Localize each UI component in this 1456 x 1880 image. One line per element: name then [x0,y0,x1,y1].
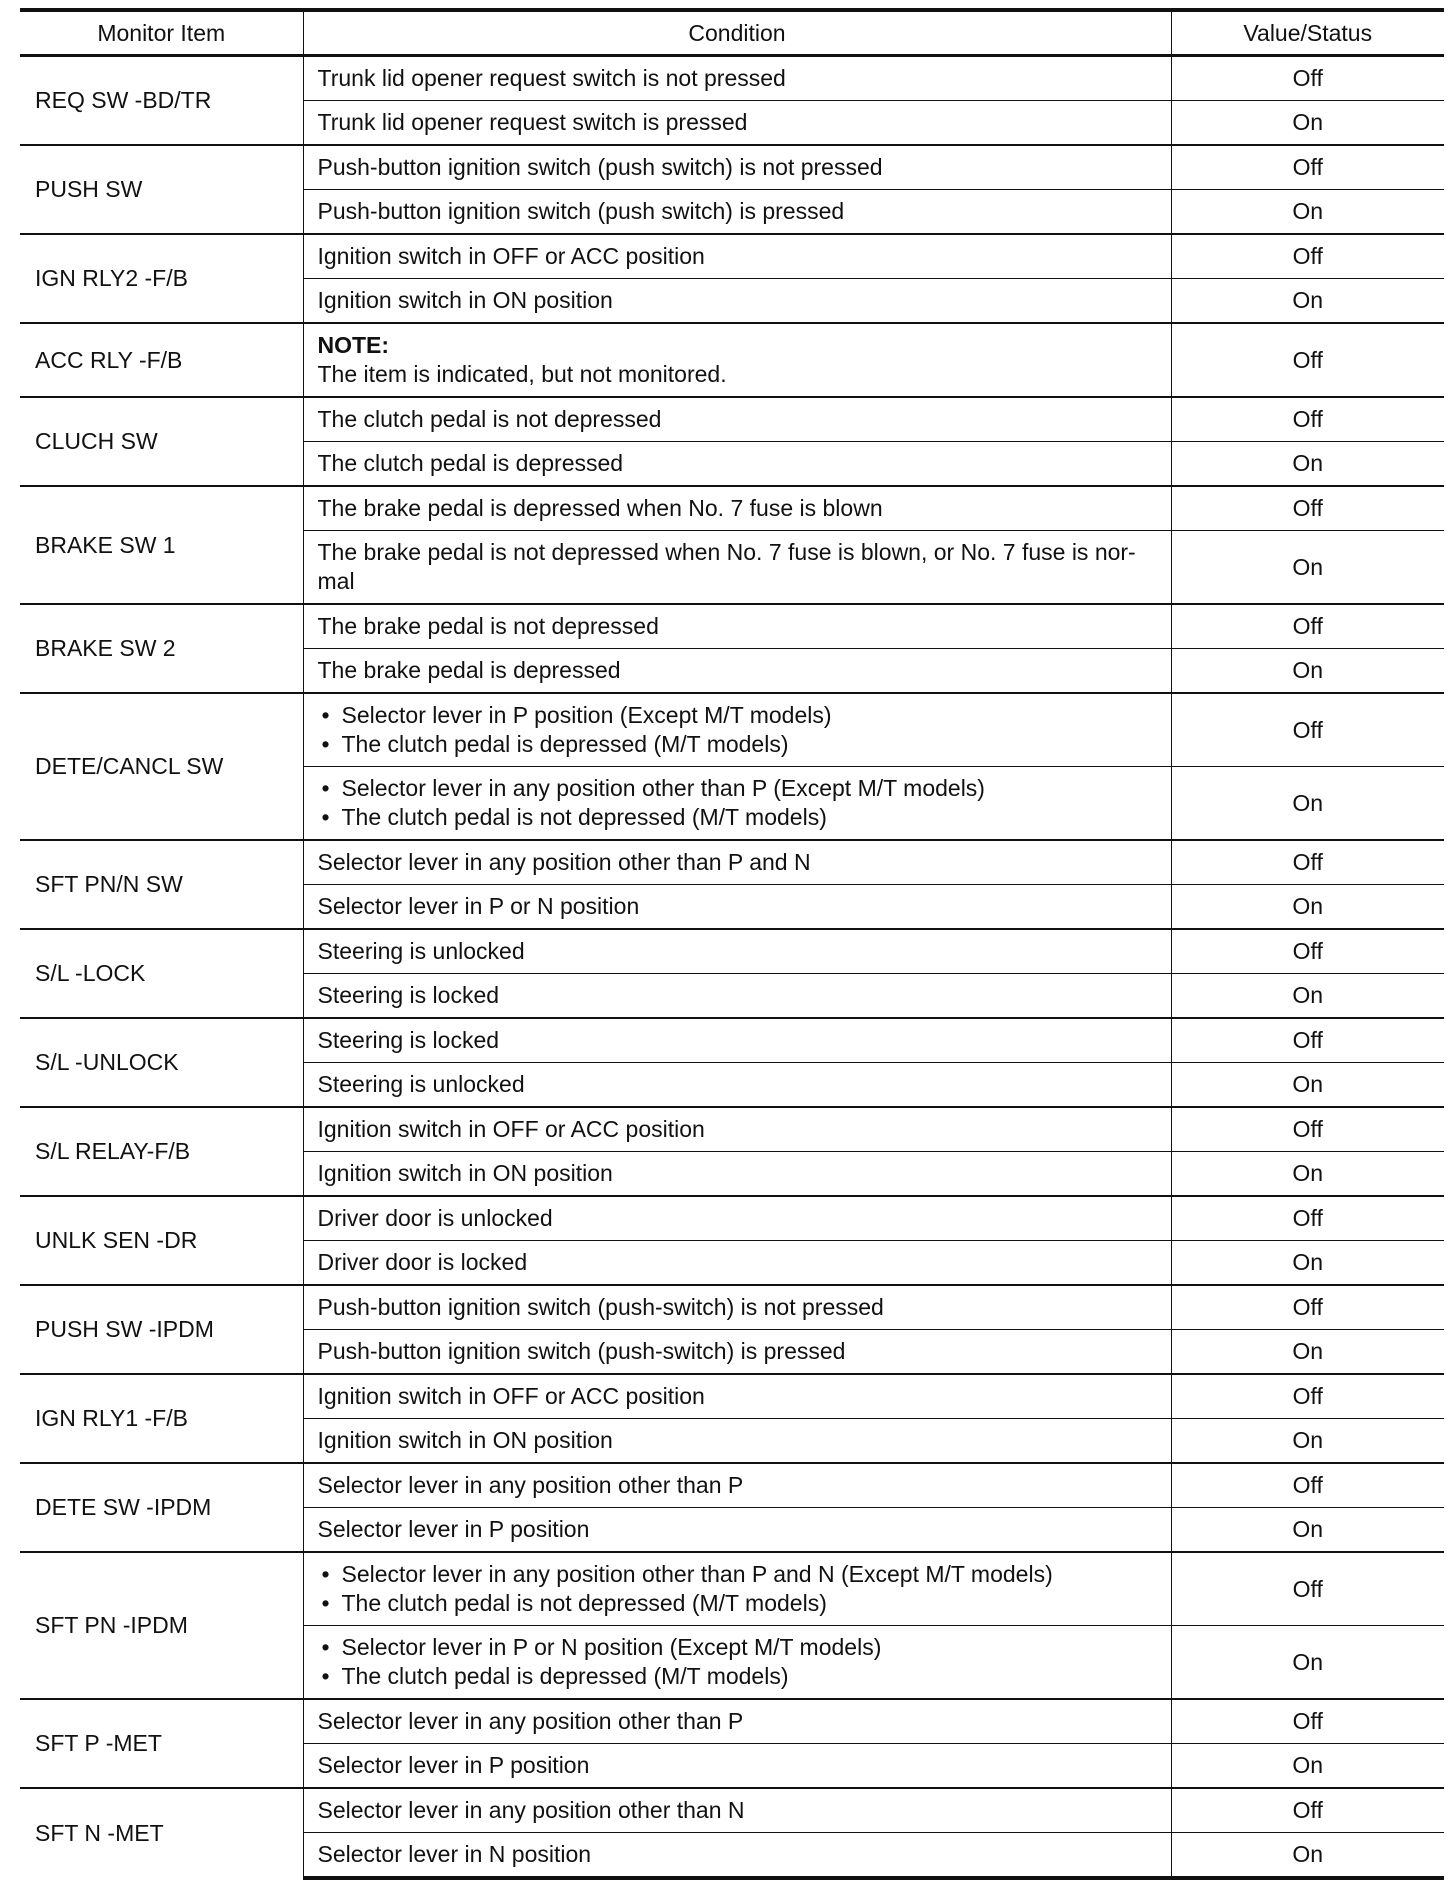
condition-cell: Steering is unlocked [303,929,1171,974]
condition-cell: Ignition switch in ON position [303,1419,1171,1464]
value-status-cell: On [1171,1419,1444,1464]
note-label: NOTE: [317,332,390,358]
monitor-item-cell: S/L -LOCK [20,929,303,1018]
condition-bullet-item: • The clutch pedal is depressed (M/T models) [318,1662,1157,1691]
condition-cell: Ignition switch in ON position [303,279,1171,324]
monitor-item-cell: DETE/CANCL SW [20,693,303,840]
value-status-cell: On [1171,442,1444,487]
monitor-item-cell: SFT P -MET [20,1699,303,1788]
header-monitor-item: Monitor Item [20,10,303,56]
value-status-cell: On [1171,1744,1444,1789]
value-status-cell: Off [1171,145,1444,190]
value-status-cell: On [1171,1330,1444,1375]
value-status-cell: Off [1171,323,1444,397]
monitor-item-cell: SFT PN -IPDM [20,1552,303,1699]
value-status-cell: On [1171,101,1444,146]
condition-cell: The clutch pedal is depressed [303,442,1171,487]
condition-bullet-list [318,1633,1157,1691]
value-status-cell: Off [1171,1018,1444,1063]
value-status-cell: Off [1171,1107,1444,1152]
condition-cell [303,767,1171,841]
value-status-cell: Off [1171,1699,1444,1744]
condition-cell: Selector lever in any position other than P [303,1463,1171,1508]
table-row [20,145,1444,190]
table-row [20,323,1444,397]
value-status-cell: Off [1171,1374,1444,1419]
monitor-item-cell: S/L RELAY-F/B [20,1107,303,1196]
condition-cell [303,693,1171,767]
table-row [20,1463,1444,1508]
header-value-status: Value/Status [1171,10,1444,56]
condition-cell: Push-button ignition switch (push-switch) is not pressed [303,1285,1171,1330]
condition-cell: The brake pedal is depressed when No. 7 fuse is blown [303,486,1171,531]
value-status-cell: Off [1171,1463,1444,1508]
value-status-cell: On [1171,531,1444,605]
value-status-cell: On [1171,1508,1444,1553]
value-status-cell: On [1171,1833,1444,1879]
condition-cell: Selector lever in P position [303,1508,1171,1553]
monitor-item-cell: SFT N -MET [20,1788,303,1878]
condition-cell: Steering is locked [303,974,1171,1019]
condition-cell: Trunk lid opener request switch is not pressed [303,56,1171,101]
condition-cell: Ignition switch in OFF or ACC position [303,1374,1171,1419]
monitor-item-cell: PUSH SW -IPDM [20,1285,303,1374]
monitor-item-cell: PUSH SW [20,145,303,234]
table-row [20,1196,1444,1241]
value-status-cell: Off [1171,693,1444,767]
table-row [20,397,1444,442]
condition-cell: Push-button ignition switch (push-switch) is pressed [303,1330,1171,1375]
value-status-cell: On [1171,649,1444,694]
monitor-item-cell: CLUCH SW [20,397,303,486]
value-status-cell: Off [1171,840,1444,885]
table-row [20,604,1444,649]
condition-cell: The clutch pedal is not depressed [303,397,1171,442]
monitor-item-table [20,8,1444,1880]
condition-bullet-list [318,1560,1157,1618]
table-header [20,10,1444,56]
value-status-cell: On [1171,1152,1444,1197]
table-row [20,486,1444,531]
value-status-cell: On [1171,1241,1444,1286]
table-row [20,1018,1444,1063]
monitor-item-cell: DETE SW -IPDM [20,1463,303,1552]
document-page [20,8,1444,1880]
condition-cell: Driver door is unlocked [303,1196,1171,1241]
condition-cell: Steering is unlocked [303,1063,1171,1108]
table-row [20,1552,1444,1626]
value-status-cell: Off [1171,604,1444,649]
condition-cell: Ignition switch in OFF or ACC position [303,234,1171,279]
table-row [20,840,1444,885]
table-row [20,56,1444,101]
condition-bullet-item: • The clutch pedal is not depressed (M/T models) [318,1589,1157,1618]
condition-cell: Steering is locked [303,1018,1171,1063]
value-status-cell: Off [1171,1788,1444,1833]
condition-bullet-list [318,774,1157,832]
condition-cell [303,1626,1171,1700]
condition-cell: The brake pedal is depressed [303,649,1171,694]
condition-cell: Selector lever in P or N position [303,885,1171,930]
table-row [20,1374,1444,1419]
condition-cell: Push-button ignition switch (push switch) is pressed [303,190,1171,235]
condition-cell [303,1552,1171,1626]
condition-cell: Trunk lid opener request switch is pressed [303,101,1171,146]
value-status-cell: Off [1171,397,1444,442]
monitor-item-cell: IGN RLY1 -F/B [20,1374,303,1463]
value-status-cell: On [1171,885,1444,930]
header-condition: Condition [303,10,1171,56]
table-row [20,693,1444,767]
condition-bullet-item: • Selector lever in P or N position (Except M/T models) [318,1633,1157,1662]
condition-cell: Driver door is locked [303,1241,1171,1286]
monitor-item-cell: REQ SW -BD/TR [20,56,303,146]
value-status-cell: Off [1171,1552,1444,1626]
condition-cell: Selector lever in any position other than N [303,1788,1171,1833]
value-status-cell: On [1171,190,1444,235]
condition-cell: Ignition switch in OFF or ACC position [303,1107,1171,1152]
condition-cell: Ignition switch in ON position [303,1152,1171,1197]
value-status-cell: Off [1171,486,1444,531]
note-text: The item is indicated, but not monitored. [317,361,727,387]
condition-cell: Selector lever in N position [303,1833,1171,1879]
monitor-item-cell: BRAKE SW 1 [20,486,303,604]
monitor-item-cell: UNLK SEN -DR [20,1196,303,1285]
condition-bullet-item: • Selector lever in P position (Except M/T models) [318,701,1157,730]
condition-cell [303,323,1171,397]
value-status-cell: On [1171,767,1444,841]
condition-bullet-item: • Selector lever in any position other than P and N (Except M/T models) [318,1560,1157,1589]
condition-cell: Selector lever in any position other than P [303,1699,1171,1744]
condition-cell: Push-button ignition switch (push switch) is not pressed [303,145,1171,190]
monitor-item-cell: BRAKE SW 2 [20,604,303,693]
table-body [20,56,1444,1879]
table-row [20,1788,1444,1833]
value-status-cell: On [1171,1063,1444,1108]
condition-cell: Selector lever in P position [303,1744,1171,1789]
table-row [20,929,1444,974]
condition-bullet-item: • The clutch pedal is not depressed (M/T models) [318,803,1157,832]
table-row [20,234,1444,279]
monitor-item-cell: IGN RLY2 -F/B [20,234,303,323]
value-status-cell: Off [1171,1285,1444,1330]
value-status-cell: Off [1171,56,1444,101]
value-status-cell: Off [1171,929,1444,974]
value-status-cell: On [1171,279,1444,324]
monitor-item-cell: S/L -UNLOCK [20,1018,303,1107]
condition-bullet-item: • The clutch pedal is depressed (M/T models) [318,730,1157,759]
condition-bullet-item: • Selector lever in any position other than P (Except M/T models) [318,774,1157,803]
monitor-item-cell: SFT PN/N SW [20,840,303,929]
table-row [20,1107,1444,1152]
table-row [20,1285,1444,1330]
value-status-cell: Off [1171,234,1444,279]
condition-cell: The brake pedal is not depressed [303,604,1171,649]
condition-cell: The brake pedal is not depressed when No. 7 fuse is blown, or No. 7 fuse is nor-mal [303,531,1171,605]
monitor-item-cell: ACC RLY -F/B [20,323,303,397]
condition-cell: Selector lever in any position other than P and N [303,840,1171,885]
value-status-cell: On [1171,974,1444,1019]
value-status-cell: On [1171,1626,1444,1700]
value-status-cell: Off [1171,1196,1444,1241]
condition-bullet-list [318,701,1157,759]
header-row [20,10,1444,56]
table-row [20,1699,1444,1744]
